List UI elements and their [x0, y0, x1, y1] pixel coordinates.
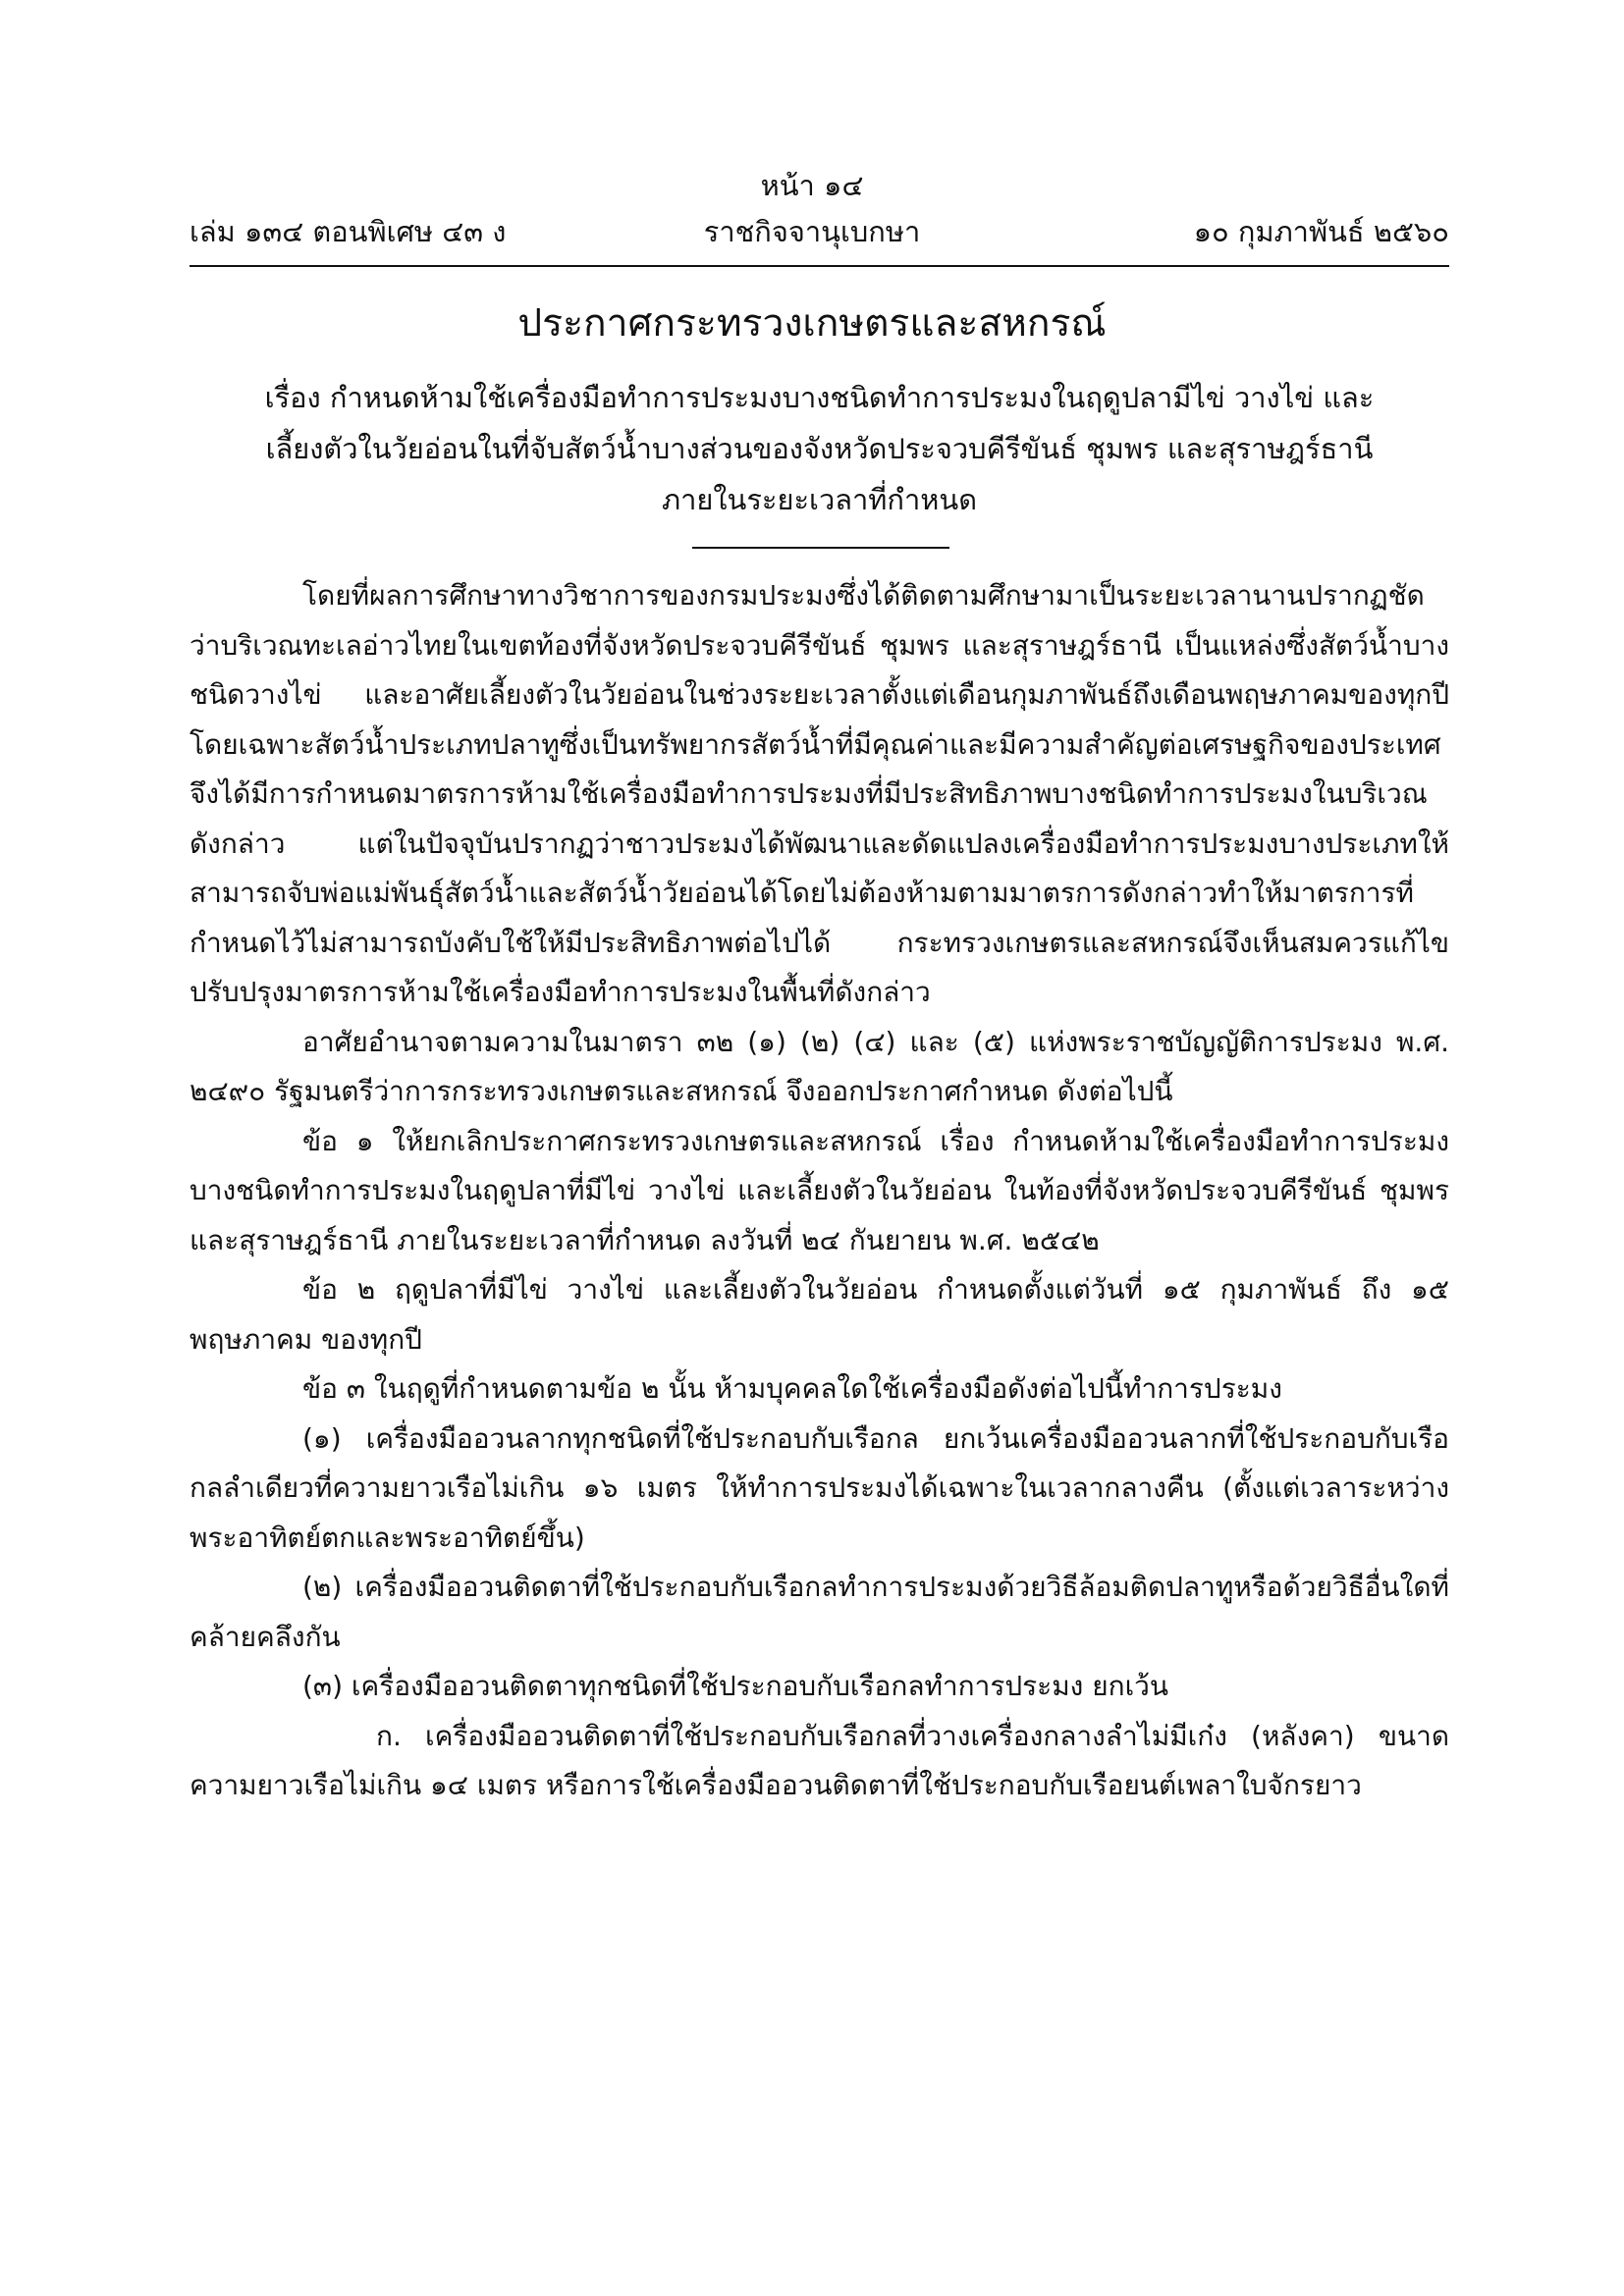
- clause-3: ข้อ ๓ ในฤดูที่กำหนดตามข้อ ๒ นั้น ห้ามบุคคลใดใช้เครื่องมือดังต่อไปนี้ทำการประมง: [302, 1372, 1282, 1405]
- preamble-paragraph: โดยที่ผลการศึกษาทางวิชาการของกรมประมงซึ่งได้ติดตามศึกษามาเป็นระยะเวลานานปรากฏชัดว่าบริเวณทะเลอ่าวไทยในเขตท้องที่จังหวัดประจวบคีรีขันธ์ ชุมพร และสุราษฎร์ธานี เป็นแหล่งซึ่งสัตว์น้ำบางชนิดวางไข่ และอาศัยเลี้ยงตัวในวัยอ่อนในช่วงระยะเวลาตั้งแต่เดือนกุมภาพันธ์ถึงเดือนพฤษภาคมของทุกปี โดยเฉพาะสัตว์น้ำประเภทปลาทูซึ่งเป็นทรัพยากรสัตว์น้ำที่มีคุณค่าและมีความสำคัญต่อเศรษฐกิจของประเทศ จึงได้มีการกำหนดมาตรการห้ามใช้เครื่องมือทำการประมงที่มีประสิทธิภาพบางชนิดทำการประมงในบริเวณดังกล่าว แต่ในปัจจุบันปรากฏว่าชาวประมงได้พัฒนาและดัดแปลงเครื่องมือทำการประมงบางประเภทให้สามารถจับพ่อแม่พันธุ์สัตว์น้ำและสัตว์น้ำวัยอ่อนได้โดยไม่ต้องห้ามตามมาตรการดังกล่าวทำให้มาตรการที่กำหนดไว้ไม่สามารถบังคับใช้ให้มีประสิทธิภาพต่อไปได้ กระทรวงเกษตรและสหกรณ์จึงเห็นสมควรแก้ไขปรับปรุงมาตรการห้ามใช้เครื่องมือทำการประมงในพื้นที่ดังกล่าว: [189, 579, 1449, 1008]
- clause-2: ข้อ ๒ ฤดูปลาที่มีไข่ วางไข่ และเลี้ยงตัวในวัยอ่อน กำหนดตั้งแต่วันที่ ๑๕ กุมภาพันธ์ ถึง ๑๕ พฤษภาคม ของทุกปี: [189, 1273, 1449, 1356]
- clause-3-item-3: (๓) เครื่องมืออวนติดตาทุกชนิดที่ใช้ประกอบกับเรือกลทำการประมง ยกเว้น: [302, 1670, 1169, 1702]
- publication-date: ๑๐ กุมภาพันธ์ ๒๕๖๐: [1193, 215, 1449, 248]
- gazette-name: ราชกิจจานุเบกษา: [703, 215, 921, 248]
- title-separator: [692, 547, 949, 549]
- clause-3-item-1: (๑) เครื่องมืออวนลากทุกชนิดที่ใช้ประกอบกับเรือกล ยกเว้นเครื่องมืออวนลากที่ใช้ประกอบกับเรือกลลำเดียวที่ความยาวเรือไม่เกิน ๑๖ เมตร ให้ทำการประมงได้เฉพาะในเวลากลางคืน (ตั้งแต่เวลาระหว่างพระอาทิตย์ตกและพระอาทิตย์ขึ้น): [189, 1421, 1449, 1554]
- clause-3-item-3-a: ก. เครื่องมืออวนติดตาที่ใช้ประกอบกับเรือกลที่วางเครื่องกลางลำไม่มีเก๋ง (หลังคา) ขนาดความยาวเรือไม่เกิน ๑๔ เมตร หรือการใช้เครื่องมืออวนติดตาที่ใช้ประกอบกับเรือยนต์เพลาใบจักรยาว: [189, 1719, 1449, 1801]
- subject-line: เลี้ยงตัวในวัยอ่อนในที่จับสัตว์น้ำบางส่วนของจังหวัดประจวบคีรีขันธ์ ชุมพร และสุราษฎร์ธานี: [265, 432, 1374, 465]
- clause-3-item-2: (๒) เครื่องมืออวนติดตาที่ใช้ประกอบกับเรือกลทำการประมงด้วยวิธีล้อมติดปลาทูหรือด้วยวิธีอื่นใดที่คล้ายคลึงกัน: [189, 1571, 1449, 1653]
- announcement-title: ประกาศกระทรวงเกษตรและสหกรณ์: [517, 301, 1107, 346]
- announcement-body: [189, 571, 1449, 1811]
- clause-1: ข้อ ๑ ให้ยกเลิกประกาศกระทรวงเกษตรและสหกรณ์ เรื่อง กำหนดห้ามใช้เครื่องมือทำการประมงบางชนิดทำการประมงในฤดูปลาที่มีไข่ วางไข่ และเลี้ยงตัวในวัยอ่อน ในท้องที่จังหวัดประจวบคีรีขันธ์ ชุมพร และสุราษฎร์ธานี ภายในระยะเวลาที่กำหนด ลงวันที่ ๒๔ กันยายน พ.ศ. ๒๕๔๒: [189, 1124, 1449, 1256]
- page-number: หน้า ๑๔: [760, 169, 864, 202]
- header-rule: [189, 265, 1449, 267]
- subject-line: ภายในระยะเวลาที่กำหนด: [661, 483, 978, 516]
- subject-line: เรื่อง กำหนดห้ามใช้เครื่องมือทำการประมงบางชนิดทำการประมงในฤดูปลามีไข่ วางไข่ และ: [264, 381, 1375, 414]
- authority-paragraph: อาศัยอำนาจตามความในมาตรา ๓๒ (๑) (๒) (๔) และ (๕) แห่งพระราชบัญญัติการประมง พ.ศ. ๒๔๙๐ รัฐมนตรีว่าการกระทรวงเกษตรและสหกรณ์ จึงออกประกาศกำหนด ดังต่อไปนี้: [189, 1025, 1449, 1107]
- volume-issue: เล่ม ๑๓๔ ตอนพิเศษ ๔๓ ง: [189, 215, 507, 248]
